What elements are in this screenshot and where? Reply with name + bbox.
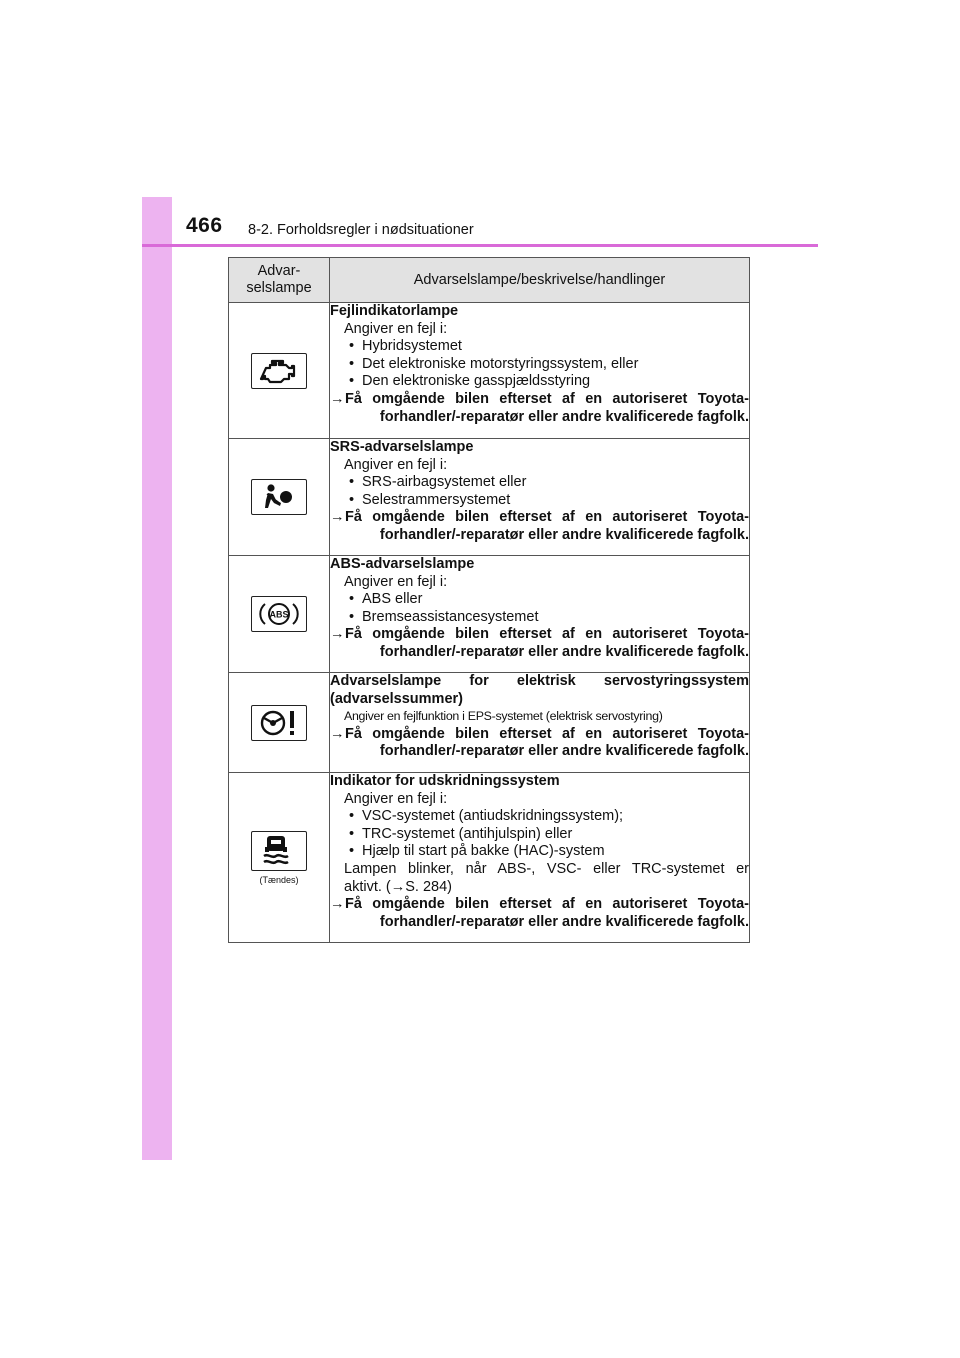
intro-text: Angiver en fejl i: bbox=[344, 456, 448, 473]
note-text-cont[interactable]: aktivt. (→S. 284) bbox=[344, 878, 452, 895]
lamp-title: Indikator for udskridningssystem bbox=[330, 773, 560, 789]
table-row bbox=[229, 556, 750, 673]
note-text: Lampen blinker, når ABS-, VSC- eller TRC-systemet er bbox=[344, 860, 749, 877]
lamp-title: Fejlindikatorlampe bbox=[330, 303, 459, 319]
warning-lamp-table bbox=[228, 257, 750, 943]
list-item: • Den elektroniske gasspjældsstyring bbox=[349, 373, 591, 390]
lamp-title: Advarselslampe for elektrisk servostyringssystem bbox=[330, 673, 749, 689]
action-text-cont: forhandler/-reparatør eller andre kvalificerede fagfolk. bbox=[379, 408, 749, 425]
action-text: →Få omgående bilen efterset af en autoriseret Toyota- bbox=[330, 626, 749, 643]
engine-check-icon bbox=[251, 353, 307, 389]
page-number: 466 bbox=[186, 214, 223, 237]
icon-note: (Tændes) bbox=[259, 874, 299, 885]
list-item: • SRS-airbagsystemet eller bbox=[349, 474, 527, 491]
lamp-cell bbox=[229, 303, 330, 439]
lamp-cell bbox=[229, 673, 330, 773]
action-text: →Få omgående bilen efterset af en autoriseret Toyota- bbox=[330, 896, 749, 913]
list-item: • TRC-systemet (antihjulspin) eller bbox=[349, 825, 573, 842]
lamp-cell bbox=[229, 439, 330, 556]
table-header-row bbox=[229, 258, 750, 303]
table-row bbox=[229, 439, 750, 556]
lamp-title: SRS-advarselslampe bbox=[330, 439, 474, 455]
list-item: • Hjælp til start på bakke (HAC)-system bbox=[349, 843, 605, 860]
table-row bbox=[229, 773, 750, 943]
description-cell bbox=[330, 773, 750, 943]
intro-text: Angiver en fejl i: bbox=[344, 790, 448, 807]
list-item: • Hybridsystemet bbox=[349, 338, 462, 355]
lamp-title: ABS-advarselslampe bbox=[330, 556, 475, 572]
svg-text:ABS: ABS bbox=[269, 609, 289, 620]
lamp-title-cont: (advarselssummer) bbox=[330, 690, 463, 707]
intro-text: Angiver en fejl i: bbox=[344, 573, 448, 590]
side-tab-band bbox=[142, 197, 172, 1160]
power-steering-icon bbox=[251, 705, 307, 741]
description-cell bbox=[330, 439, 750, 556]
action-text-cont: forhandler/-reparatør eller andre kvalificerede fagfolk. bbox=[379, 743, 749, 760]
list-item: • VSC-systemet (antiudskridningssystem); bbox=[349, 808, 624, 825]
list-item: • Det elektroniske motorstyringssystem, eller bbox=[349, 355, 639, 372]
description-cell bbox=[330, 303, 750, 439]
airbag-icon bbox=[251, 479, 307, 515]
description-cell bbox=[330, 556, 750, 673]
action-text: →Få omgående bilen efterset af en autoriseret Toyota- bbox=[330, 725, 749, 742]
chapter-title: 8-2. Forholdsregler i nødsituationer bbox=[248, 222, 474, 238]
action-text-cont: forhandler/-reparatør eller andre kvalificerede fagfolk. bbox=[379, 913, 749, 930]
list-item: • Bremseassistancesystemet bbox=[349, 608, 539, 625]
action-text: →Få omgående bilen efterset af en autoriseret Toyota- bbox=[330, 390, 749, 407]
description-cell bbox=[330, 673, 750, 773]
list-item: • ABS eller bbox=[349, 591, 423, 608]
intro-text: Angiver en fejlfunktion i EPS-systemet (elektrisk servostyring) bbox=[344, 709, 663, 724]
skid-control-icon bbox=[251, 831, 307, 871]
column-header-description: Advarselslampe/beskrivelse/handlinger bbox=[330, 258, 750, 303]
table-row bbox=[229, 673, 750, 773]
column-header-lamp: Advar- selslampe bbox=[229, 258, 330, 303]
abs-icon bbox=[251, 596, 307, 632]
list-item: • Selestrammersystemet bbox=[349, 491, 511, 508]
action-text-cont: forhandler/-reparatør eller andre kvalificerede fagfolk. bbox=[379, 643, 749, 660]
action-text-cont: forhandler/-reparatør eller andre kvalificerede fagfolk. bbox=[379, 526, 749, 543]
action-text: →Få omgående bilen efterset af en autoriseret Toyota- bbox=[330, 509, 749, 526]
lamp-cell bbox=[229, 556, 330, 673]
table-row bbox=[229, 303, 750, 439]
intro-text: Angiver en fejl i: bbox=[344, 320, 448, 337]
lamp-cell bbox=[229, 773, 330, 943]
header-rule bbox=[142, 244, 818, 247]
